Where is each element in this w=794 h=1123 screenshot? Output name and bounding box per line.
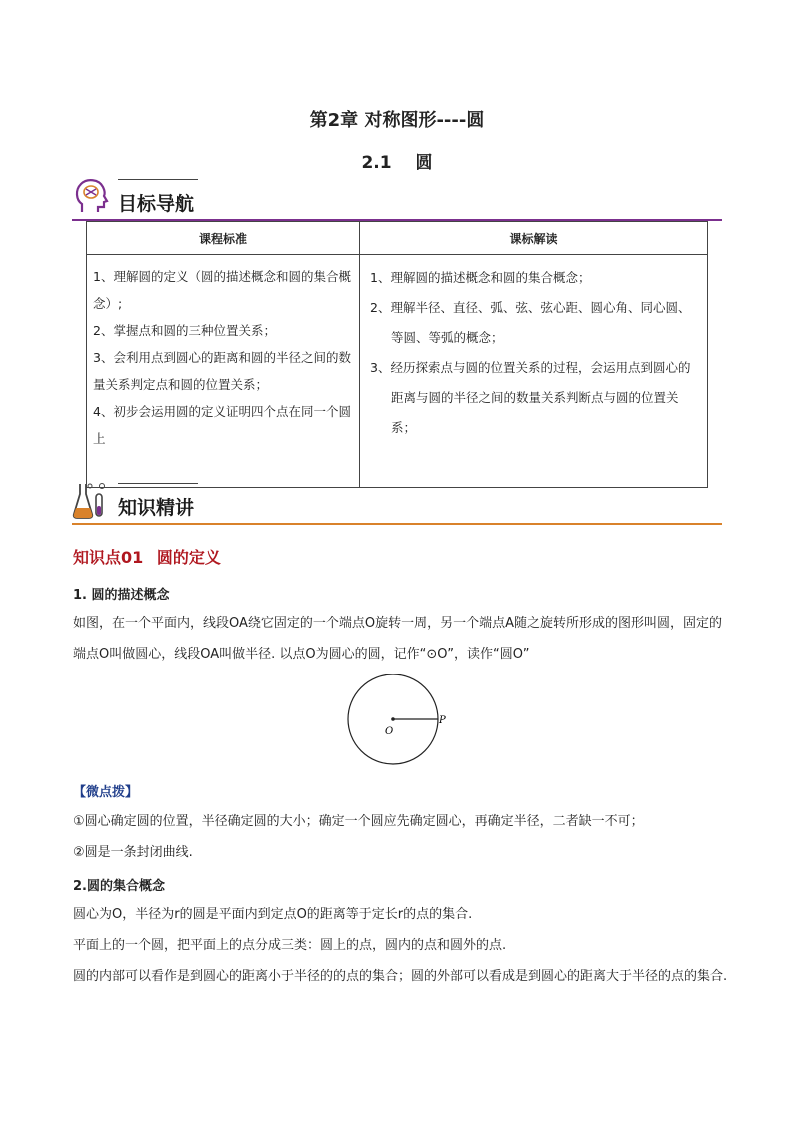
center-label: O xyxy=(385,726,394,737)
tip-line: ②圆是一条封闭曲线. xyxy=(73,845,193,860)
circle-figure xyxy=(340,674,460,774)
banner-topline xyxy=(118,483,198,484)
knowledge-banner-title: 知识精讲 xyxy=(118,497,195,519)
standards-right-cell xyxy=(360,255,708,488)
list-item: 2、掌握点和圆的三种位置关系； xyxy=(93,323,276,338)
center-point xyxy=(391,717,395,721)
tip-heading: 【微点拨】 xyxy=(73,785,139,800)
head-brain-icon xyxy=(72,176,110,216)
list-item: 3、经历探索点与圆的位置关系的过程，会运用点到圆心的距离与圆的半径之间的数量关系判断点与圆的位置关系； xyxy=(370,360,691,435)
list-item: 1、理解圆的描述概念和圆的集合概念； xyxy=(370,270,591,285)
goal-banner xyxy=(72,176,722,218)
description-paragraph: 如图，在一个平面内，线段OA绕它固定的一个端点O旋转一周，另一个端点A随之旋转所形成的图形叫圆，固定的端点O叫做圆心，线段OA叫做半径. 以点O为圆心的圆，记作“⊙O”，读作“圆O” xyxy=(73,616,723,662)
set-line: 圆心为O，半径为r的圆是平面内到定点O的距离等于定长r的点的集合. xyxy=(73,907,473,922)
list-item: 2、理解半径、直径、弧、弦、弦心距、圆心角、同心圆、等圆、等弧的概念； xyxy=(370,300,691,345)
point-label: P xyxy=(439,715,446,726)
set-line: 圆的内部可以看作是到圆心的距离小于半径的的点的集合；圆的外部可以看成是到圆心的距离大于半径的点的集合. xyxy=(73,969,728,984)
subheading-description: 1. 圆的描述概念 xyxy=(73,588,170,603)
tip-line: ①圆心确定圆的位置，半径确定圆的大小；确定一个圆应先确定圆心，再确定半径，二者缺一不可； xyxy=(73,814,644,829)
flask-icon xyxy=(72,480,110,520)
subheading-set: 2.圆的集合概念 xyxy=(73,879,165,894)
list-item: 3、会利用点到圆心的距离和圆的半径之间的数量关系判定点和圆的位置关系； xyxy=(93,350,351,392)
standards-left-cell xyxy=(87,255,360,488)
knowledge-banner-divider xyxy=(72,523,722,525)
section-title: 2.1 圆 xyxy=(361,153,433,173)
list-item: 1、理解圆的定义（圆的描述概念和圆的集合概念）; xyxy=(93,269,351,311)
banner-topline xyxy=(118,179,198,180)
chapter-title: 第2章 对称图形----圆 xyxy=(309,110,485,131)
table-header: 课程标准 xyxy=(87,222,360,255)
knowledge-point-title: 知识点01 圆的定义 xyxy=(73,548,221,567)
list-item: 4、初步会运用圆的定义证明四个点在同一个圆上 xyxy=(93,404,351,446)
knowledge-banner xyxy=(72,480,722,522)
table-header: 课标解读 xyxy=(360,222,708,255)
goal-banner-title: 目标导航 xyxy=(118,193,195,215)
standards-table xyxy=(86,221,708,488)
set-line: 平面上的一个圆，把平面上的点分成三类：圆上的点，圆内的点和圆外的点. xyxy=(73,938,507,953)
